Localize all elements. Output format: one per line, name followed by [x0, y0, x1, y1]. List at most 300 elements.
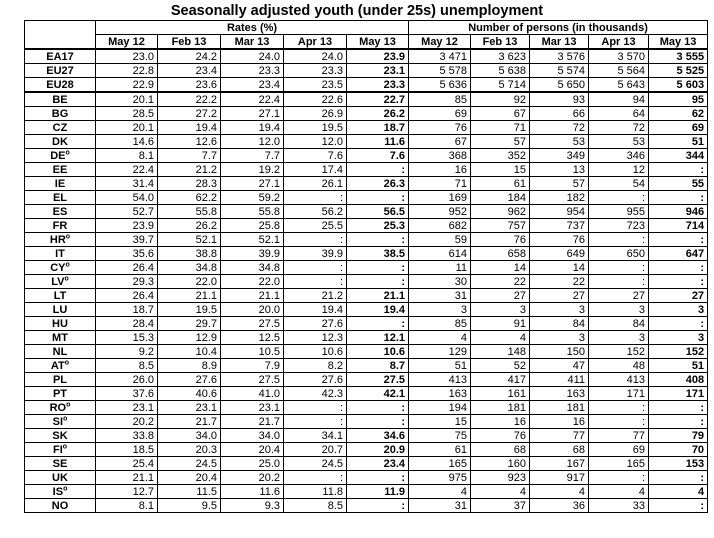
persons-value-cell: 67 [409, 135, 471, 149]
country-footnote-mark: o [63, 414, 68, 422]
persons-value-cell: 69 [409, 107, 471, 121]
table-row [25, 163, 708, 177]
rate-value-cell: 9.2 [96, 345, 158, 359]
persons-value-cell: 962 [471, 205, 530, 219]
persons-value-cell: : [649, 261, 708, 275]
persons-value-cell: 64 [589, 107, 649, 121]
country-code: BG [51, 107, 69, 120]
persons-value-cell: 3 570 [589, 49, 649, 64]
persons-value-cell: 181 [530, 401, 589, 415]
rate-value-cell: 34.0 [158, 429, 221, 443]
country-code: FI [52, 443, 63, 456]
rate-value-cell: 54.0 [96, 191, 158, 205]
rate-value-cell: 23.3 [284, 64, 347, 78]
rate-value-cell: 62.2 [158, 191, 221, 205]
table-row [25, 471, 708, 485]
table-row [25, 205, 708, 219]
persons-value-cell: 14 [530, 261, 589, 275]
country-code-cell [25, 191, 96, 205]
rate-value-cell: 31.4 [96, 177, 158, 191]
country-code-cell [25, 359, 96, 373]
persons-value-cell: 757 [471, 219, 530, 233]
persons-value-cell: 368 [409, 149, 471, 163]
country-code: NL [52, 345, 68, 358]
rate-value-cell: 19.4 [158, 121, 221, 135]
persons-value-cell: 68 [530, 443, 589, 457]
persons-value-cell: 3 [649, 303, 708, 317]
rate-value-cell: 23.9 [96, 219, 158, 233]
persons-value-cell: 69 [589, 443, 649, 457]
table-row [25, 49, 708, 64]
table-row [25, 289, 708, 303]
persons-value-cell: 975 [409, 471, 471, 485]
table-row [25, 303, 708, 317]
table-row [25, 261, 708, 275]
persons-value-cell: 93 [530, 92, 589, 107]
rate-value-cell: 21.2 [284, 289, 347, 303]
persons-value-cell: 413 [409, 373, 471, 387]
rate-value-cell: 23.1 [221, 401, 284, 415]
country-code: LV [51, 275, 65, 288]
rate-value-cell: 22.9 [96, 78, 158, 93]
persons-value-cell: 27 [589, 289, 649, 303]
rate-value-cell: 26.4 [96, 261, 158, 275]
country-code: NO [51, 499, 69, 512]
table-row [25, 331, 708, 345]
persons-value-cell: : [589, 233, 649, 247]
rate-value-cell: 26.9 [284, 107, 347, 121]
country-code: EL [52, 191, 68, 204]
persons-value-cell: 85 [409, 92, 471, 107]
country-code: IT [55, 247, 65, 260]
persons-value-cell: 76 [471, 429, 530, 443]
rate-value-cell: 17.4 [284, 163, 347, 177]
country-code: PL [52, 373, 68, 386]
table-row [25, 275, 708, 289]
persons-value-cell: 152 [649, 345, 708, 359]
table-row [25, 401, 708, 415]
rate-value-cell: 20.2 [221, 471, 284, 485]
rate-value-cell: 10.6 [347, 345, 409, 359]
persons-value-cell: 614 [409, 247, 471, 261]
persons-value-cell: 171 [589, 387, 649, 401]
persons-value-cell: 165 [589, 457, 649, 471]
persons-value-cell: 165 [409, 457, 471, 471]
youth-unemployment-table [24, 20, 708, 513]
persons-value-cell: 70 [649, 443, 708, 457]
rate-value-cell: 22.4 [221, 92, 284, 107]
country-code: IS [52, 485, 64, 498]
persons-value-cell: 22 [530, 275, 589, 289]
persons-value-cell: 47 [530, 359, 589, 373]
rate-value-cell: 23.6 [158, 78, 221, 93]
rate-value-cell: 25.4 [96, 457, 158, 471]
persons-value-cell: 76 [471, 233, 530, 247]
rate-value-cell: 56.2 [284, 205, 347, 219]
rate-value-cell: 11.9 [347, 485, 409, 499]
persons-value-cell: 3 555 [649, 49, 708, 64]
persons-value-cell: 84 [589, 317, 649, 331]
rate-value-cell: 8.5 [96, 359, 158, 373]
persons-value-cell: 4 [409, 331, 471, 345]
table-row [25, 191, 708, 205]
table-row [25, 233, 708, 247]
rate-value-cell: 34.0 [221, 429, 284, 443]
rate-value-cell: 20.2 [96, 415, 158, 429]
rate-value-cell: 22.0 [158, 275, 221, 289]
table-row [25, 177, 708, 191]
rate-value-cell: : [347, 471, 409, 485]
rate-value-cell: 21.1 [347, 289, 409, 303]
persons-value-cell: 59 [409, 233, 471, 247]
persons-value-cell: 53 [530, 135, 589, 149]
country-code-cell [25, 471, 96, 485]
rate-value-cell: 12.9 [158, 331, 221, 345]
persons-value-cell: 4 [409, 485, 471, 499]
persons-value-cell: 3 576 [530, 49, 589, 64]
rate-value-cell: 22.6 [284, 92, 347, 107]
persons-value-cell: 3 [409, 303, 471, 317]
rate-value-cell: 23.4 [347, 457, 409, 471]
rate-value-cell: 38.8 [158, 247, 221, 261]
persons-value-cell: 408 [649, 373, 708, 387]
country-code-cell [25, 205, 96, 219]
persons-value-cell: : [589, 471, 649, 485]
rate-value-cell: 38.5 [347, 247, 409, 261]
rate-value-cell: 34.8 [221, 261, 284, 275]
rate-value-cell: 21.7 [221, 415, 284, 429]
persons-value-cell: 77 [530, 429, 589, 443]
rate-value-cell: 8.1 [96, 499, 158, 513]
country-code: SI [52, 415, 64, 428]
persons-value-cell: 4 [471, 331, 530, 345]
rate-value-cell: 7.6 [284, 149, 347, 163]
persons-value-cell: 76 [530, 233, 589, 247]
country-code-cell [25, 135, 96, 149]
table-row [25, 78, 708, 93]
persons-value-cell: 22 [471, 275, 530, 289]
persons-value-cell: 16 [530, 415, 589, 429]
table-row [25, 415, 708, 429]
country-footnote-mark: o [64, 274, 69, 282]
country-code-cell [25, 78, 96, 93]
persons-value-cell: 4 [530, 485, 589, 499]
persons-value-cell: 27 [471, 289, 530, 303]
table-row [25, 485, 708, 499]
rate-value-cell: 20.1 [96, 121, 158, 135]
country-code-cell [25, 415, 96, 429]
rate-value-cell: 8.7 [347, 359, 409, 373]
rate-value-cell: 27.1 [221, 177, 284, 191]
rate-value-cell: 23.4 [221, 78, 284, 93]
rate-value-cell: 59.2 [221, 191, 284, 205]
country-code: SE [52, 457, 68, 470]
persons-value-cell: 53 [589, 135, 649, 149]
table-row [25, 107, 708, 121]
persons-period-header: May 13 [649, 35, 708, 50]
persons-value-cell: 5 714 [471, 78, 530, 93]
country-code-cell [25, 247, 96, 261]
persons-value-cell: 57 [471, 135, 530, 149]
persons-value-cell: 61 [409, 443, 471, 457]
country-code-cell [25, 289, 96, 303]
rate-value-cell: 9.3 [221, 499, 284, 513]
rates-group-header: Rates (%) [96, 21, 409, 35]
rate-value-cell: 29.3 [96, 275, 158, 289]
persons-value-cell: 51 [409, 359, 471, 373]
rate-value-cell: 20.3 [158, 443, 221, 457]
persons-value-cell: 148 [471, 345, 530, 359]
persons-value-cell: 13 [530, 163, 589, 177]
rate-value-cell: 11.5 [158, 485, 221, 499]
rate-value-cell: 12.1 [347, 331, 409, 345]
country-footnote-mark: o [63, 484, 68, 492]
rate-value-cell: 25.3 [347, 219, 409, 233]
table-row [25, 443, 708, 457]
rate-value-cell: 22.0 [221, 275, 284, 289]
rate-value-cell: : [347, 233, 409, 247]
country-code: DK [52, 135, 68, 148]
persons-value-cell: 194 [409, 401, 471, 415]
persons-value-cell: 181 [471, 401, 530, 415]
rate-value-cell: 40.6 [158, 387, 221, 401]
persons-value-cell: 67 [471, 107, 530, 121]
rate-value-cell: 22.7 [347, 92, 409, 107]
persons-value-cell: 649 [530, 247, 589, 261]
table-row [25, 429, 708, 443]
rate-value-cell: 23.9 [347, 49, 409, 64]
rate-value-cell: 10.4 [158, 345, 221, 359]
country-code-cell [25, 233, 96, 247]
rate-value-cell: 27.6 [284, 373, 347, 387]
country-code-cell [25, 92, 96, 107]
persons-value-cell: 129 [409, 345, 471, 359]
country-code: RO [49, 401, 67, 414]
persons-value-cell: 76 [409, 121, 471, 135]
rates-period-header: Feb 13 [158, 35, 221, 50]
rate-value-cell: 27.1 [221, 107, 284, 121]
persons-value-cell: 5 603 [649, 78, 708, 93]
period-header-row [25, 35, 708, 50]
persons-value-cell: 714 [649, 219, 708, 233]
table-row [25, 247, 708, 261]
rate-value-cell: 20.4 [221, 443, 284, 457]
persons-value-cell: 72 [530, 121, 589, 135]
rate-value-cell: 20.0 [221, 303, 284, 317]
persons-value-cell: 150 [530, 345, 589, 359]
persons-value-cell: 163 [530, 387, 589, 401]
persons-value-cell: 95 [649, 92, 708, 107]
persons-value-cell: 62 [649, 107, 708, 121]
persons-value-cell: 94 [589, 92, 649, 107]
persons-value-cell: 75 [409, 429, 471, 443]
persons-value-cell: 51 [649, 359, 708, 373]
persons-value-cell: 650 [589, 247, 649, 261]
persons-value-cell: : [649, 415, 708, 429]
country-code-cell [25, 121, 96, 135]
rate-value-cell: 28.5 [96, 107, 158, 121]
rate-value-cell: 26.3 [347, 177, 409, 191]
rate-value-cell: 42.1 [347, 387, 409, 401]
rate-value-cell: 8.9 [158, 359, 221, 373]
rate-value-cell: 29.7 [158, 317, 221, 331]
table-row [25, 359, 708, 373]
table-row [25, 373, 708, 387]
rate-value-cell: 52.7 [96, 205, 158, 219]
rate-value-cell: 18.7 [96, 303, 158, 317]
rate-value-cell: 23.5 [284, 78, 347, 93]
rate-value-cell: 24.2 [158, 49, 221, 64]
persons-value-cell: 30 [409, 275, 471, 289]
persons-value-cell: : [649, 499, 708, 513]
persons-value-cell: 163 [409, 387, 471, 401]
rate-value-cell: 21.2 [158, 163, 221, 177]
rate-value-cell: 27.5 [221, 317, 284, 331]
persons-value-cell: 955 [589, 205, 649, 219]
rate-value-cell: 25.8 [221, 219, 284, 233]
rate-value-cell: 26.4 [96, 289, 158, 303]
rate-value-cell: 39.9 [284, 247, 347, 261]
persons-value-cell: 647 [649, 247, 708, 261]
persons-value-cell: 51 [649, 135, 708, 149]
rate-value-cell: 12.0 [221, 135, 284, 149]
country-code: EE [52, 163, 68, 176]
persons-value-cell: 952 [409, 205, 471, 219]
rate-value-cell: 27.5 [221, 373, 284, 387]
rate-value-cell: 18.5 [96, 443, 158, 457]
rate-value-cell: : [347, 317, 409, 331]
persons-value-cell: : [589, 275, 649, 289]
rate-value-cell: 25.5 [284, 219, 347, 233]
rate-value-cell: : [284, 191, 347, 205]
persons-value-cell: 658 [471, 247, 530, 261]
persons-value-cell: 5 638 [471, 64, 530, 78]
persons-value-cell: 27 [530, 289, 589, 303]
rates-period-header: May 12 [96, 35, 158, 50]
rate-value-cell: 23.4 [158, 64, 221, 78]
country-code: SK [52, 429, 68, 442]
persons-value-cell: 723 [589, 219, 649, 233]
country-code-cell [25, 163, 96, 177]
country-code: IE [54, 177, 66, 190]
country-code: EA17 [46, 50, 74, 63]
country-code: MT [52, 331, 68, 344]
persons-value-cell: 349 [530, 149, 589, 163]
rate-value-cell: 24.5 [284, 457, 347, 471]
persons-value-cell: 153 [649, 457, 708, 471]
rate-value-cell: 18.7 [347, 121, 409, 135]
rate-value-cell: 33.8 [96, 429, 158, 443]
persons-value-cell: : [589, 401, 649, 415]
table-row [25, 499, 708, 513]
persons-value-cell: 946 [649, 205, 708, 219]
persons-value-cell: 3 [649, 331, 708, 345]
rate-value-cell: 7.6 [347, 149, 409, 163]
rates-period-header: May 13 [347, 35, 409, 50]
country-code: HU [52, 317, 68, 330]
table-row [25, 64, 708, 78]
persons-value-cell: 31 [409, 289, 471, 303]
rate-value-cell: 24.0 [284, 49, 347, 64]
rate-value-cell: 23.1 [347, 64, 409, 78]
country-code-cell [25, 387, 96, 401]
country-code: AT [50, 359, 65, 372]
country-code-cell [25, 177, 96, 191]
rate-value-cell: : [347, 499, 409, 513]
table-row [25, 219, 708, 233]
rate-value-cell: 23.0 [96, 49, 158, 64]
country-code-cell [25, 317, 96, 331]
rate-value-cell: 23.1 [96, 401, 158, 415]
rate-value-cell: 19.4 [221, 121, 284, 135]
country-code-cell [25, 401, 96, 415]
rate-value-cell: 12.7 [96, 485, 158, 499]
persons-value-cell: 61 [471, 177, 530, 191]
persons-value-cell: : [649, 163, 708, 177]
rate-value-cell: 11.8 [284, 485, 347, 499]
table-row [25, 149, 708, 163]
rate-value-cell: 19.2 [221, 163, 284, 177]
rate-value-cell: 52.1 [158, 233, 221, 247]
rate-value-cell: 20.7 [284, 443, 347, 457]
rate-value-cell: 22.2 [158, 92, 221, 107]
persons-value-cell: 5 643 [589, 78, 649, 93]
persons-value-cell: 160 [471, 457, 530, 471]
rate-value-cell: 56.5 [347, 205, 409, 219]
rate-value-cell: 15.3 [96, 331, 158, 345]
rate-value-cell: 10.5 [221, 345, 284, 359]
persons-value-cell: 4 [471, 485, 530, 499]
persons-value-cell: 15 [471, 163, 530, 177]
country-code: HR [49, 233, 66, 246]
persons-value-cell: 91 [471, 317, 530, 331]
table-row [25, 121, 708, 135]
rate-value-cell: 27.2 [158, 107, 221, 121]
country-footnote-mark: o [65, 260, 70, 268]
table-row [25, 387, 708, 401]
persons-value-cell: 27 [649, 289, 708, 303]
table-title: Seasonally adjusted youth (under 25s) unemployment [170, 3, 544, 19]
rate-value-cell: 19.5 [158, 303, 221, 317]
persons-value-cell: 169 [409, 191, 471, 205]
country-code-cell [25, 373, 96, 387]
persons-value-cell: 57 [530, 177, 589, 191]
rate-value-cell: 22.8 [96, 64, 158, 78]
rate-value-cell: 19.4 [284, 303, 347, 317]
country-code-cell [25, 149, 96, 163]
rate-value-cell: 35.6 [96, 247, 158, 261]
country-footnote-mark: o [65, 232, 71, 240]
persons-value-cell: : [649, 233, 708, 247]
persons-value-cell: 11 [409, 261, 471, 275]
table-body [25, 49, 708, 513]
persons-value-cell: 923 [471, 471, 530, 485]
country-footnote-mark: o [66, 400, 71, 408]
rate-value-cell: : [284, 275, 347, 289]
persons-value-cell: : [649, 401, 708, 415]
country-code-cell [25, 261, 96, 275]
persons-value-cell: 737 [530, 219, 589, 233]
persons-value-cell: 167 [530, 457, 589, 471]
persons-value-cell: 66 [530, 107, 589, 121]
country-code-cell [25, 64, 96, 78]
rate-value-cell: 26.2 [158, 219, 221, 233]
persons-value-cell: 16 [471, 415, 530, 429]
country-code-cell [25, 331, 96, 345]
persons-value-cell: 4 [589, 485, 649, 499]
group-header-row [25, 21, 708, 35]
rate-value-cell: : [284, 261, 347, 275]
